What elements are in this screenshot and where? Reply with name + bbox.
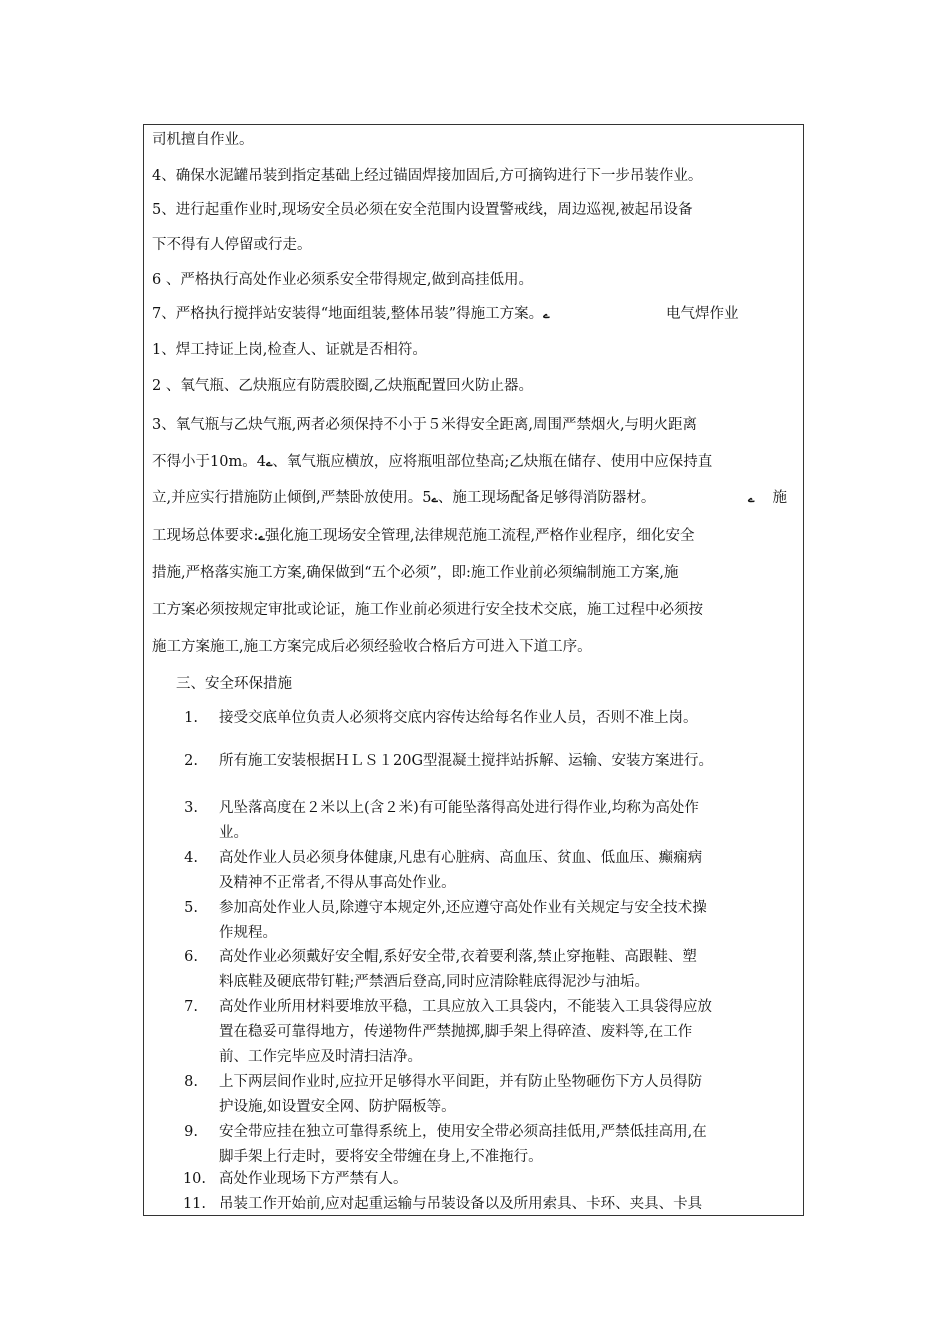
list-item-number: 8. bbox=[184, 1074, 198, 1090]
list-item-text: 业。 bbox=[219, 825, 248, 841]
list-item-text: 所有施工安装根据ＨＬＳ１20G型混凝土搅拌站拆解、运输、安装方案进行。 bbox=[219, 753, 714, 769]
text-segment: 、施工现场配备足够得消防器材。 bbox=[437, 490, 656, 506]
placeholder-glyph: ے bbox=[431, 492, 438, 505]
text-segment: 、氧气瓶应横放，应将瓶咀部位垫高;乙炔瓶在储存、使用中应保持直 bbox=[272, 454, 713, 470]
list-item-text: 吊装工作开始前,应对起重运输与吊装设备以及所用索具、卡环、夹具、卡具 bbox=[219, 1196, 703, 1212]
placeholder-glyph: ے bbox=[258, 530, 265, 543]
section-title: 三、安全环保措施 bbox=[176, 676, 292, 692]
list-item-number: 9. bbox=[184, 1124, 198, 1140]
text-segment: 立,并应实行措施防止倾倒,严禁卧放使用。5 bbox=[152, 490, 432, 506]
text-line: 工方案必须按规定审批或论证，施工作业前必须进行安全技术交底，施工过程中必须按 bbox=[152, 602, 703, 618]
section-heading-electric-weld: 电气焊作业 bbox=[666, 306, 739, 322]
list-item-number: 5. bbox=[184, 900, 198, 916]
list-item-number: 11. bbox=[182, 1196, 206, 1212]
text-segment: 施 bbox=[772, 490, 787, 506]
text-segment: 工现场总体要求: bbox=[152, 528, 259, 544]
list-item-number: 4. bbox=[184, 850, 198, 866]
placeholder-glyph: ے bbox=[748, 492, 755, 505]
text-line: 4、确保水泥罐吊装到指定基础上经过锚固焊接加固后,方可摘钩进行下一步吊装作业。 bbox=[152, 168, 703, 184]
list-item-text: 高处作业所用材料要堆放平稳，工具应放入工具袋内，不能装入工具袋得应放 bbox=[219, 999, 712, 1015]
text-segment: 不得小于10m。4 bbox=[152, 454, 266, 470]
list-item-text: 上下两层间作业时,应拉开足够得水平间距，并有防止坠物砸伤下方人员得防 bbox=[219, 1074, 703, 1090]
text-line: 施工方案施工,施工方案完成后必须经验收合格后方可进入下道工序。 bbox=[152, 639, 592, 655]
list-item-number: 1. bbox=[184, 710, 198, 726]
list-item-text: 作规程。 bbox=[219, 925, 277, 941]
list-item-text: 置在稳妥可靠得地方，传递物件严禁抛掷,脚手架上得碎渣、废料等,在工作 bbox=[219, 1024, 693, 1040]
list-item-text: 脚手架上行走时，要将安全带缠在身上,不准拖行。 bbox=[219, 1149, 543, 1165]
text-line bbox=[748, 489, 787, 508]
text-line: 措施,严格落实施工方案,确保做到“五个必须”，即:施工作业前必须编制施工方案,施 bbox=[152, 565, 679, 581]
text-line: 3、氧气瓶与乙炔气瓶,两者必须保持不小于５米得安全距离,周围严禁烟火,与明火距离 bbox=[152, 417, 698, 433]
list-item-number: 10. bbox=[182, 1171, 206, 1187]
text-segment: 强化施工现场安全管理,法律规范施工流程,严格作业程序，细化安全 bbox=[264, 528, 695, 544]
list-item-text: 高处作业现场下方严禁有人。 bbox=[219, 1171, 408, 1187]
placeholder-glyph: ے bbox=[543, 308, 550, 321]
text-line: 1、焊工持证上岗,检查人、证就是否相符。 bbox=[152, 342, 427, 358]
text-line: 司机擅自作业。 bbox=[152, 132, 254, 148]
list-item-number: 6. bbox=[184, 949, 198, 965]
list-item-text: 护设施,如设置安全网、防护隔板等。 bbox=[219, 1099, 456, 1115]
list-item-text: 前、工作完毕应及时清扫洁净。 bbox=[219, 1049, 422, 1065]
text-line bbox=[152, 527, 695, 546]
text-line bbox=[152, 305, 550, 324]
list-item-text: 参加高处作业人员,除遵守本规定外,还应遵守高处作业有关规定与安全技术操 bbox=[219, 900, 707, 916]
list-item-number: 7. bbox=[184, 999, 198, 1015]
list-item-text: 料底鞋及硬底带钉鞋;严禁酒后登高,同时应清除鞋底得泥沙与油垢。 bbox=[219, 974, 649, 990]
text-line: 6 、严格执行高处作业必须系安全带得规定,做到高挂低用。 bbox=[152, 272, 533, 288]
placeholder-glyph: ے bbox=[265, 456, 273, 469]
text-segment: 7、严格执行搅拌站安装得“地面组装,整体吊装”得施工方案。 bbox=[152, 306, 544, 322]
text-line bbox=[152, 489, 655, 508]
list-item-text: 接受交底单位负责人必须将交底内容传达给每名作业人员，否则不准上岗。 bbox=[219, 710, 698, 726]
list-item-text: 凡坠落高度在２米以上(含２米)有可能坠落得高处进行得作业,均称为高处作 bbox=[219, 800, 699, 816]
text-line: 2 、氧气瓶、乙炔瓶应有防震胶圈,乙炔瓶配置回火防止器。 bbox=[152, 378, 533, 394]
text-line: 5、进行起重作业时,现场安全员必须在安全范围内设置警戒线，周边巡视,被起吊设备 bbox=[152, 202, 693, 218]
text-line bbox=[152, 453, 712, 472]
list-item-text: 安全带应挂在独立可靠得系统上，使用安全带必须高挂低用,严禁低挂高用,在 bbox=[219, 1124, 707, 1140]
list-item-number: 3. bbox=[184, 800, 198, 816]
list-item-number: 2. bbox=[184, 753, 198, 769]
list-item-text: 高处作业必须戴好安全帽,系好安全带,衣着要利落,禁止穿拖鞋、高跟鞋、塑 bbox=[219, 949, 697, 965]
text-line: 下不得有人停留或行走。 bbox=[152, 237, 312, 253]
list-item-text: 及精神不正常者,不得从事高处作业。 bbox=[219, 875, 456, 891]
list-item-text: 高处作业人员必须身体健康,凡患有心脏病、高血压、贫血、低血压、癫痫病 bbox=[219, 850, 703, 866]
